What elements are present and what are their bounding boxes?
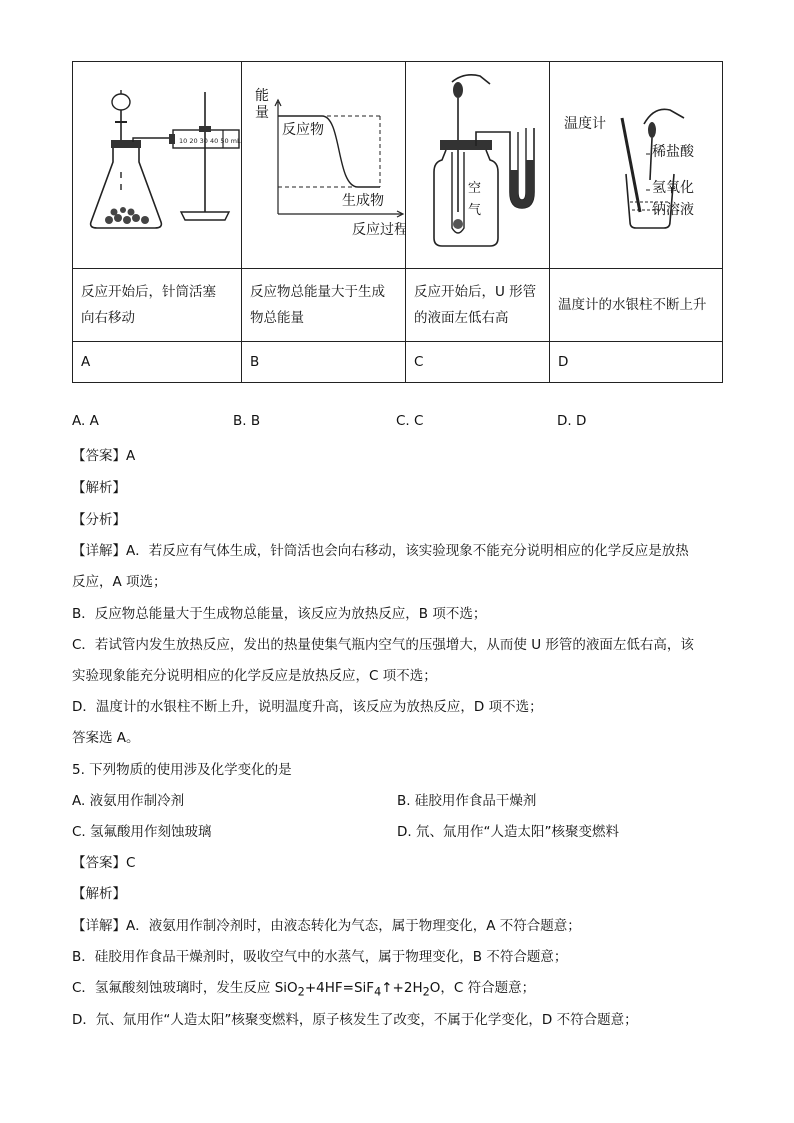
bottle-utube-diagram [406,62,550,259]
base-label-1: 氢氧化 [652,180,694,196]
q4-option-a[interactable]: A. A [72,413,99,429]
label-c: C [406,342,550,383]
diagram-c-cell [406,62,550,269]
q5-explanation-line: 【详解】A．液氨用作制冷剂时，由液态转化为气态，属于物理变化，A 不符合题意； [72,918,581,934]
description-a: 反应开始后，针筒活塞 向右移动 [73,269,242,342]
energy-diagram [242,62,406,259]
q5-stem: 5. 下列物质的使用涉及化学变化的是 [72,762,292,778]
product-label: 生成物 [342,193,384,209]
q4-explanation-line: 【详解】A．若反应有气体生成，针筒活也会向右移动，该实验现象不能充分说明相应的化学反应是放热 [72,543,689,559]
q4-explanation-line: D．温度计的水银柱不断上升，说明温度升高，该反应为放热反应，D 项不选； [72,699,543,715]
q5-option-a[interactable]: A. 液氨用作制冷剂 [72,793,185,809]
q4-option-d[interactable]: D. D [557,413,587,429]
q4-conclusion: 答案选 A。 [72,730,140,746]
q4-fenxi-heading: 【分析】 [72,512,126,528]
label-a: A [73,342,242,383]
x-axis-label: 反应过程 [352,222,406,238]
flask-syringe-diagram [73,62,242,259]
q4-explanation-line: 实验现象能充分说明相应的化学反应是放热反应，C 项不选； [72,668,437,684]
q5-explanation-line: D．氘、氚用作“人造太阳”核聚变燃料，原子核发生了改变，不属于化学变化，D 不符合题意； [72,1012,638,1028]
energy-axis-label-1: 能 [255,88,269,104]
q4-option-b[interactable]: B. B [233,413,261,429]
q4-answer: 【答案】A [72,448,136,464]
q4-jiexi-heading: 【解析】 [72,480,126,496]
label-b: B [242,342,406,383]
q5-explanation-line: B．硅胶用作食品干燥剂时，吸收空气中的水蒸气，属于物理变化，B 不符合题意； [72,949,568,965]
diagram-b-cell [242,62,406,269]
q5-option-b[interactable]: B. 硅胶用作食品干燥剂 [397,793,537,809]
q4-explanation-line: C．若试管内发生放热反应，发出的热量使集气瓶内空气的压强增大，从而使 U 形管的液面左低右高，该 [72,637,694,653]
description-c: 反应开始后，U 形管 的液面左低右高 [406,269,550,342]
energy-axis-label-2: 量 [255,105,269,121]
q5-option-c[interactable]: C. 氢氟酸用作刻蚀玻璃 [72,824,212,840]
diagram-d-cell [550,62,723,269]
base-label-2: 钠溶液 [652,202,694,218]
q4-option-c[interactable]: C. C [396,413,424,429]
reactant-label: 反应物 [282,122,324,138]
question-4-table [72,61,723,383]
q5-answer: 【答案】C [72,855,136,871]
q4-explanation-line: 反应，A 项选； [72,574,167,590]
label-d: D [550,342,723,383]
beaker-thermometer-diagram [550,62,723,259]
air-label-2: 气 [468,203,482,218]
q5-option-d[interactable]: D. 氘、氚用作“人造太阳”核聚变燃料 [397,824,619,840]
air-label-1: 空 [468,181,482,196]
acid-label: 稀盐酸 [652,144,694,160]
description-d: 温度计的水银柱不断上升 [550,269,723,342]
diagram-a-cell [73,62,242,269]
q4-explanation-line: B．反应物总能量大于生成物总能量，该反应为放热反应，B 项不选； [72,606,487,622]
description-b: 反应物总能量大于生成 物总能量 [242,269,406,342]
syringe-scale-label: 10 20 30 40 50 mL [179,137,241,145]
thermometer-label: 温度计 [564,116,606,132]
q5-explanation-line-c: C．氢氟酸刻蚀玻璃时，发生反应 $SiO_2+4HF=SiF_4↑+2H_2O$，C 符合题意； [72,980,536,999]
q5-jiexi-heading: 【解析】 [72,886,126,902]
